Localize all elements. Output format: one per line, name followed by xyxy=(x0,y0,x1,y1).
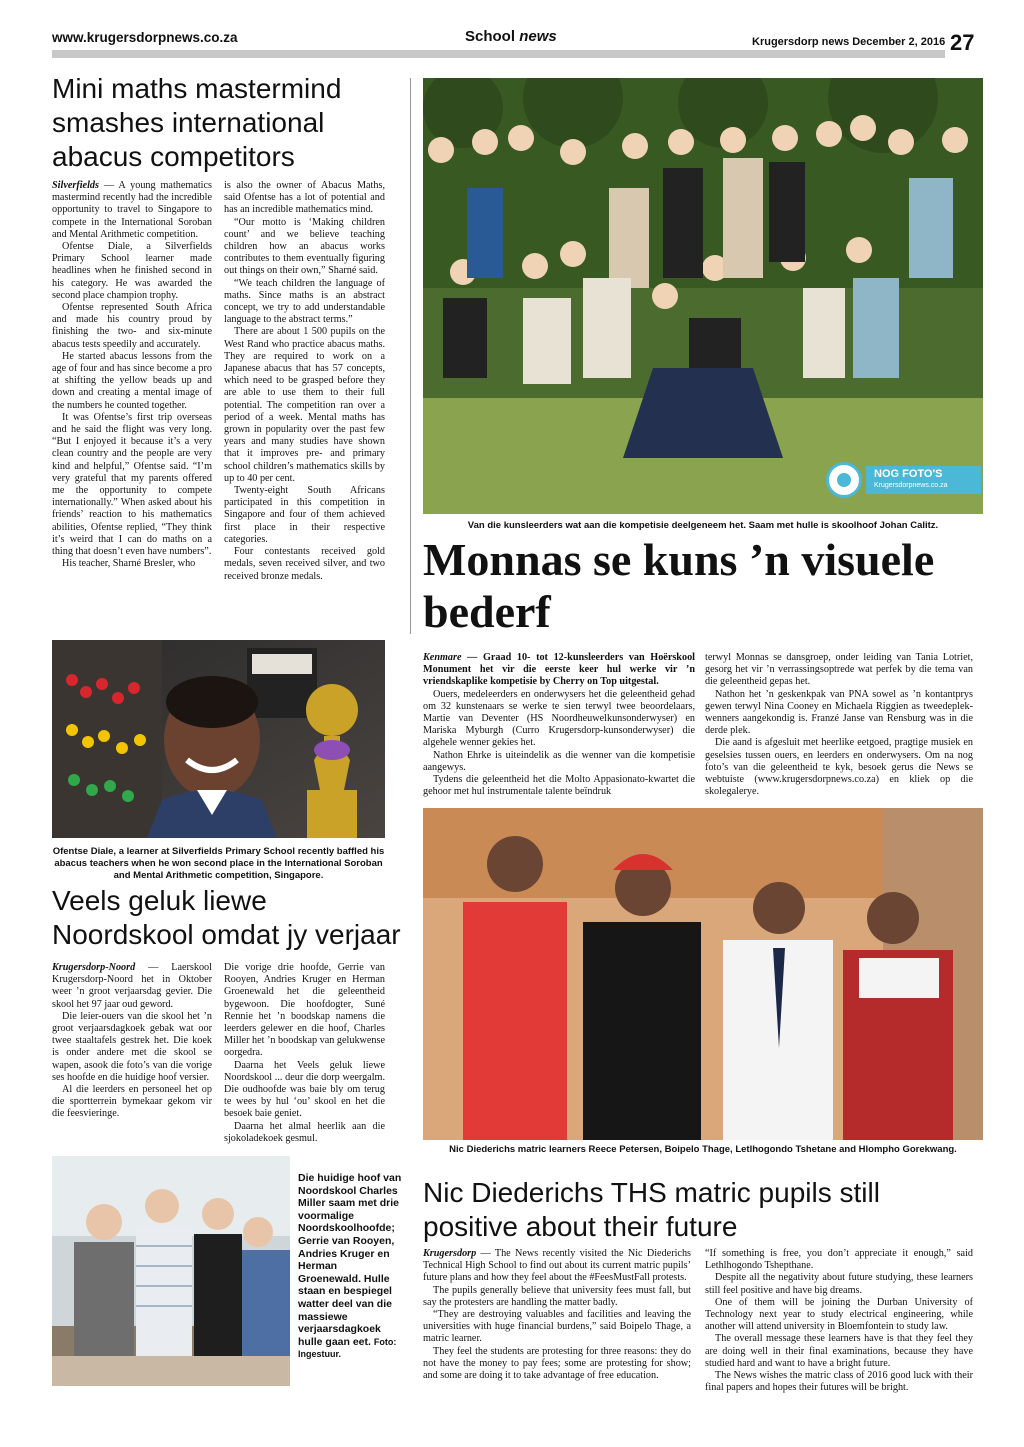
veels-paragraph: Daarna het almal heerlik aan die sjokoladekoek gesmul. xyxy=(224,1120,385,1144)
more-photos-title: NOG FOTO'S xyxy=(874,468,943,480)
maths-text: — A young mathematics mastermind recently had the incredible opportunity to travel to Singapore to compete in the International Soroban and Mental Arithmetic competition. xyxy=(52,180,212,240)
maths-paragraph: He started abacus lessons from the age of four and has since become a pro at shifting the yellow beads up and down and creating a mental image of the numbers he counted together. xyxy=(52,350,212,411)
monnas-paragraph: terwyl Monnas se dansgroep, onder leiding van Tania Lotriet, gesorg het vir ’n verrassingsoptrede wat perfek by die tema van die geleentheid gepas het. xyxy=(705,652,973,688)
issue-date: Krugersdorp news December 2, 2016 xyxy=(752,36,946,48)
maths-paragraph: Ofentse Diale, a Silverfields Primary School learner made headlines when he finished second in his category. He was awarded the second place champion trophy. xyxy=(52,241,212,301)
maths-paragraph: “We teach children the language of maths. Since maths is an abstract concept, we try to add understandable language to the abstract terms.” xyxy=(224,277,385,326)
veels-text: — Laerskool Krugersdorp-Noord het in Oktober weer ’n groot verjaarsdag gevier. Die skool het 97 jaar oud geword. xyxy=(52,962,212,1010)
veels-paragraph: Die vorige drie hoofde, Gerrie van Rooyen, Andries Kruger en Herman Groenewald het die geleentheid bygewoon. Die hoofdogter, Suné Rennie het ’n boodskap namens die leerders gelewer en die hoof, Charles Miller het ’n boodskap van gelukwense oorgedra. xyxy=(224,962,385,1059)
art-learners-caption: Van die kunsleerders wat aan die kompetisie deelgeneem het. Saam met hulle is skoolhoof Johan Calitz. xyxy=(467,520,939,531)
maths-col-1 xyxy=(52,180,212,571)
nic-paragraph xyxy=(423,1248,691,1285)
monnas-dateline: Kenmare xyxy=(423,652,462,663)
former-principals-caption xyxy=(298,1172,402,1361)
nic-paragraph: They feel the students are protesting for three reasons: they do not have the money to pay fees; some are protesting for show; and some are doing it to take advantage of free education. xyxy=(423,1345,691,1382)
veels-paragraph: Die leier-ouers van die skool het ’n groot verjaarsdagkoek gebak wat oor twee staaltafels gestrek het. Die koek is onder andere met die skool se wapen, asook die foto’s van die vorige ses hoofde en die huidige hoof versier. xyxy=(52,1010,212,1083)
maths-paragraph xyxy=(52,180,212,241)
maths-paragraph: “Our motto is ‘Making children count’ and we believe teaching children how an abacus works contributes to them eventually figuring out things on their own,” Sharné said. xyxy=(224,216,385,277)
section-title-b: news xyxy=(519,28,557,45)
column-divider xyxy=(410,78,411,634)
monnas-paragraph: Ouers, medeleerders en onderwysers het die geleentheid gehad om 32 kunstenaars se werke te sien terwyl twee beoordelaars, Martie van Deventer (HS Noordheuwelkunsonderwyser) en Mariska Myburgh (Curro Krugersdorp-kunsonderwyser) die algehele wenner gekies het. xyxy=(423,688,695,749)
nic-paragraph: Despite all the negativity about future studying, these learners still feel positive and have big dreams. xyxy=(705,1272,973,1296)
ofentse-photo xyxy=(52,640,385,838)
veels-paragraph xyxy=(52,962,212,1011)
former-principals-caption-text: Die huidige hoof van Noordskool Charles Miller saam met drie voormalige Noordskoolhoofde; Gerrie van Rooyen, Andries Kruger en Herman Groenewald. Hulle staan en bespiegel watter deel van die massiewe verjaarsdagkoek hulle gaan eet. xyxy=(298,1172,402,1348)
more-photos-url: Krugersdorpnews.co.za xyxy=(874,482,948,489)
veels-col-1 xyxy=(52,962,212,1121)
camera-icon xyxy=(826,462,862,498)
monnas-headline: Monnas se kuns ’n visuele bederf xyxy=(423,534,935,637)
art-learners-photo-art xyxy=(423,78,983,514)
monnas-col-2 xyxy=(705,652,973,798)
photo-credit: Foto: Ingestuur. xyxy=(298,1336,397,1360)
nic-headline: Nic Diederichs THS matric pupils still positive about their future xyxy=(423,1177,880,1242)
maths-dateline: Silverfields xyxy=(52,180,99,191)
veels-dateline: Krugersdorp-Noord xyxy=(52,962,136,973)
ofentse-caption: Ofentse Diale, a learner at Silverfields Primary School recently baffled his abacus teachers when he won second place in the International Soroban and Mental Arithmetic competition, Singapore. xyxy=(52,846,385,881)
page-number: 27 xyxy=(950,30,975,55)
maths-col-2 xyxy=(224,180,385,583)
nic-paragraph: The News wishes the matric class of 2016 good luck with their final papers and hopes their futures will be bright. xyxy=(705,1370,973,1394)
section-title xyxy=(465,28,557,45)
more-photos-box xyxy=(866,466,981,494)
header-rule xyxy=(52,50,945,58)
ofentse-photo-art xyxy=(52,640,385,838)
veels-headline: Veels geluk liewe Noordskool omdat jy verjaar xyxy=(52,885,401,950)
maths-paragraph: Twenty-eight South Africans participated in this competition in Singapore and four of them achieved first place in their respective categories. xyxy=(224,485,385,545)
section-title-a: School xyxy=(465,28,516,45)
maths-paragraph: is also the owner of Abacus Maths, said Ofentse has a lot of potential and has an incredible mathematics mind. xyxy=(224,180,385,216)
matric-learners-photo-art xyxy=(423,808,983,1140)
nic-dateline: Krugersdorp xyxy=(423,1248,477,1259)
monnas-paragraph: Die aand is afgesluit met heerlike eetgoed, pragtige musiek en geselsies tussen ouers, en leerders en onderwysers. Om na nog foto’s van die geleentheid te kyk, besoek gerus die News se webtuiste (www.krugersdorpnews.co.za) en kliek op die skolegalerye. xyxy=(705,737,973,798)
former-principals-photo xyxy=(52,1156,290,1386)
maths-paragraph: Ofentse represented South Africa and made his country proud by finishing the two- and six-minute abacus tests speedily and accurately. xyxy=(52,302,212,350)
nic-paragraph: “If something is free, you don’t appreciate it enough,” said Lethlhogondo Tshepthane. xyxy=(705,1248,973,1272)
maths-headline: Mini maths mastermind smashes international abacus competitors xyxy=(52,73,342,172)
site-url[interactable]: www.krugersdorpnews.co.za xyxy=(52,30,238,45)
maths-paragraph: Four contestants received gold medals, seven received silver, and two received bronze medals. xyxy=(224,546,385,582)
former-principals-photo-art xyxy=(52,1156,290,1386)
monnas-lead-text: — Graad 10- tot 12-kunsleerders van Hoërskool Monument het vir die eerste keer hul werke vir ’n vriendskaplike kompetisie by Cherry on Top uitgestal. xyxy=(423,652,695,688)
monnas-paragraph xyxy=(423,652,695,689)
nic-col-1 xyxy=(423,1248,691,1382)
nic-col-2 xyxy=(705,1248,973,1394)
monnas-col-1 xyxy=(423,652,695,798)
nic-paragraph: “They are destroying valuables and facilities and leaving the universities with huge financial burdens,” said Boipelo Thage, a matric learner. xyxy=(423,1309,691,1345)
nic-paragraph: The overall message these learners have is that they feel they are doing well in their final examinations, because they have studied hard and want to have a bright future. xyxy=(705,1333,973,1369)
art-learners-photo xyxy=(423,78,983,514)
nic-text: — The News recently visited the Nic Diederichs Technical High School to find out about its current matric pupils’ future plans and how they feel about the #FeesMustFall protests. xyxy=(423,1248,691,1284)
maths-paragraph: There are about 1 500 pupils on the West Rand who practice abacus maths. They are required to work on a Japanese abacus that has 57 concepts, which need to be grasped before they are able to use them to their full potential. The competition ran over a period of a week. Mental maths has grown in popularity over the past few years and many studies have shown that it improves pre- and primary school children’s mathematics skills by up to 40 per cent. xyxy=(224,326,385,484)
nic-paragraph: One of them will be joining the Durban University of Technology next year to study electrical engineering, while another will attend university in Bloemfontein to study law. xyxy=(705,1296,973,1333)
veels-col-2 xyxy=(224,962,385,1145)
matric-learners-photo xyxy=(423,808,983,1140)
more-photos-badge[interactable] xyxy=(826,462,981,498)
nic-paragraph: The pupils generally believe that university fees must fall, but say the protesters are handling the matter badly. xyxy=(423,1284,691,1308)
monnas-paragraph: Nathon Ehrke is uiteindelik as die wenner van die kompetisie aangewys. xyxy=(423,749,695,773)
monnas-paragraph: Tydens die geleentheid het die Molto Appasionato-kwartet die gehoor met hul instrumentale talente beïndruk xyxy=(423,774,695,798)
monnas-paragraph: Nathon het ’n geskenkpak van PNA sowel as ’n kontantprys gewen terwyl Nina Cooney en Michaela Riggien as tweedeplek-wenners aangekondig is. Franzé Janse van Rensburg was in die derde plek. xyxy=(705,688,973,737)
matric-learners-caption: Nic Diederichs matric learners Reece Petersen, Boipelo Thage, Letlhogondo Tshetane and Hlompho Gorekwang. xyxy=(449,1144,957,1155)
maths-paragraph: It was Ofentse’s first trip overseas and he said the flight was very long. “But I enjoyed it because it’s a very clean country and the people are very kind and helpful,” Ofentse said. “I’m very grateful that my parents offered me the opportunity to compete internationally.” When asked about his friends’ reaction to his mathematics abilities, Ofentse replied, “They think it’s weird that I can do maths on a thing that doesn’t even have numbers”. xyxy=(52,411,212,558)
maths-paragraph: His teacher, Sharné Bresler, who xyxy=(62,558,196,570)
veels-paragraph: Al die leerders en personeel het op die sportterrein bymekaar gekom vir die feesvieringe. xyxy=(52,1084,212,1120)
veels-paragraph: Daarna het Veels geluk liewe Noordskool ... deur die dorp weergalm. Die oudhoofde was baie bly om terug te wees by hul ‘ou’ skool en het die besoek baie geniet. xyxy=(224,1059,385,1120)
